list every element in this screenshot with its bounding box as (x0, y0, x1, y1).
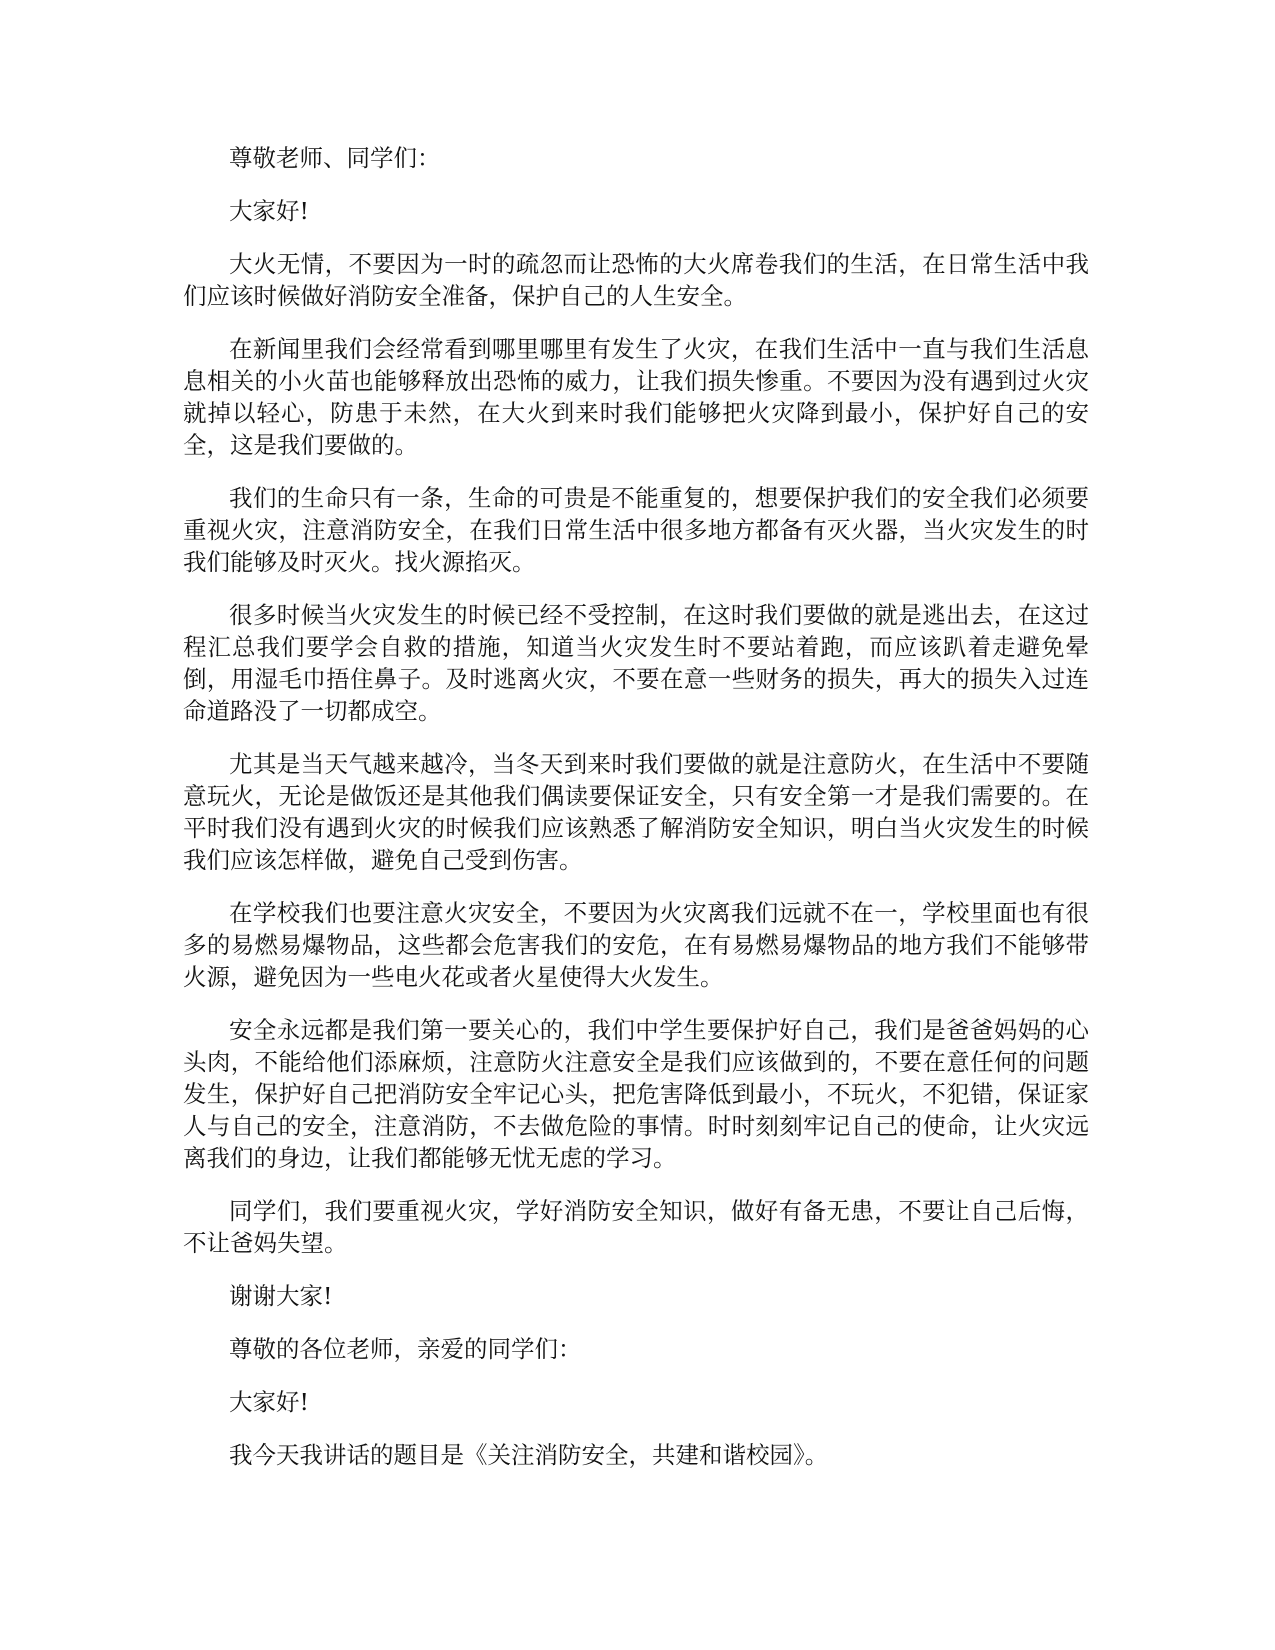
paragraph: 安全永远都是我们第一要关心的，我们中学生要保护好自己，我们是爸爸妈妈的心头肉，不能给他们添麻烦，注意防火注意安全是我们应该做到的，不要在意任何的问题发生，保护好自己把消防安全牢记心头，把危害降低到最小，不玩火，不犯错，保证家人与自己的安全，注意消防，不去做危险的事情。时时刻刻牢记自己的使命，让火灾远离我们的身边，让我们都能够无忧无虑的学习。 (183, 1016, 1089, 1172)
paragraph: 在新闻里我们会经常看到哪里哪里有发生了火灾，在我们生活中一直与我们生活息息相关的小火苗也能够释放出恐怖的威力，让我们损失惨重。不要因为没有遇到过火灾就掉以轻心，防患于未然，在大火到来时我们能够把火灾降到最小，保护好自己的安全，这是我们要做的。 (183, 335, 1089, 459)
paragraph: 同学们，我们要重视火灾，学好消防安全知识，做好有备无患，不要让自己后悔，不让爸妈失望。 (183, 1197, 1089, 1257)
paragraph: 大火无情，不要因为一时的疏忽而让恐怖的大火席卷我们的生活，在日常生活中我们应该时候做好消防安全准备，保护自己的人生安全。 (183, 250, 1089, 310)
paragraph: 在学校我们也要注意火灾安全，不要因为火灾离我们远就不在一，学校里面也有很多的易燃易爆物品，这些都会危害我们的安危，在有易燃易爆物品的地方我们不能够带火源，避免因为一些电火花或者火星使得大火发生。 (183, 899, 1089, 991)
paragraph-greeting-2: 大家好! (229, 1388, 309, 1416)
paragraph-speech-topic: 我今天我讲话的题目是《关注消防安全，共建和谐校园》。 (229, 1441, 829, 1469)
paragraph: 尤其是当天气越来越冷，当冬天到来时我们要做的就是注意防火，在生活中不要随意玩火，无论是做饭还是其他我们偶读要保证安全，只有安全第一才是我们需要的。在平时我们没有遇到火灾的时候我们应该熟悉了解消防安全知识，明白当火灾发生的时候我们应该怎样做，避免自己受到伤害。 (183, 750, 1089, 874)
paragraph-salutation: 尊敬老师、同学们： (229, 144, 441, 172)
paragraph-greeting: 大家好! (229, 197, 309, 225)
paragraph-salutation-2: 尊敬的各位老师，亲爱的同学们： (229, 1335, 582, 1363)
document-body (183, 142, 1089, 1492)
paragraph: 很多时候当火灾发生的时候已经不受控制，在这时我们要做的就是逃出去，在这过程汇总我们要学会自救的措施，知道当火灾发生时不要站着跑，而应该趴着走避免晕倒，用湿毛巾捂住鼻子。及时逃离火灾，不要在意一些财务的损失，再大的损失入过连命道路没了一切都成空。 (183, 601, 1089, 725)
paragraph: 我们的生命只有一条，生命的可贵是不能重复的，想要保护我们的安全我们必须要重视火灾，注意消防安全，在我们日常生活中很多地方都备有灭火器，当火灾发生的时我们能够及时灭火。找火源掐灭。 (183, 484, 1089, 576)
paragraph-closing: 谢谢大家! (229, 1282, 333, 1310)
